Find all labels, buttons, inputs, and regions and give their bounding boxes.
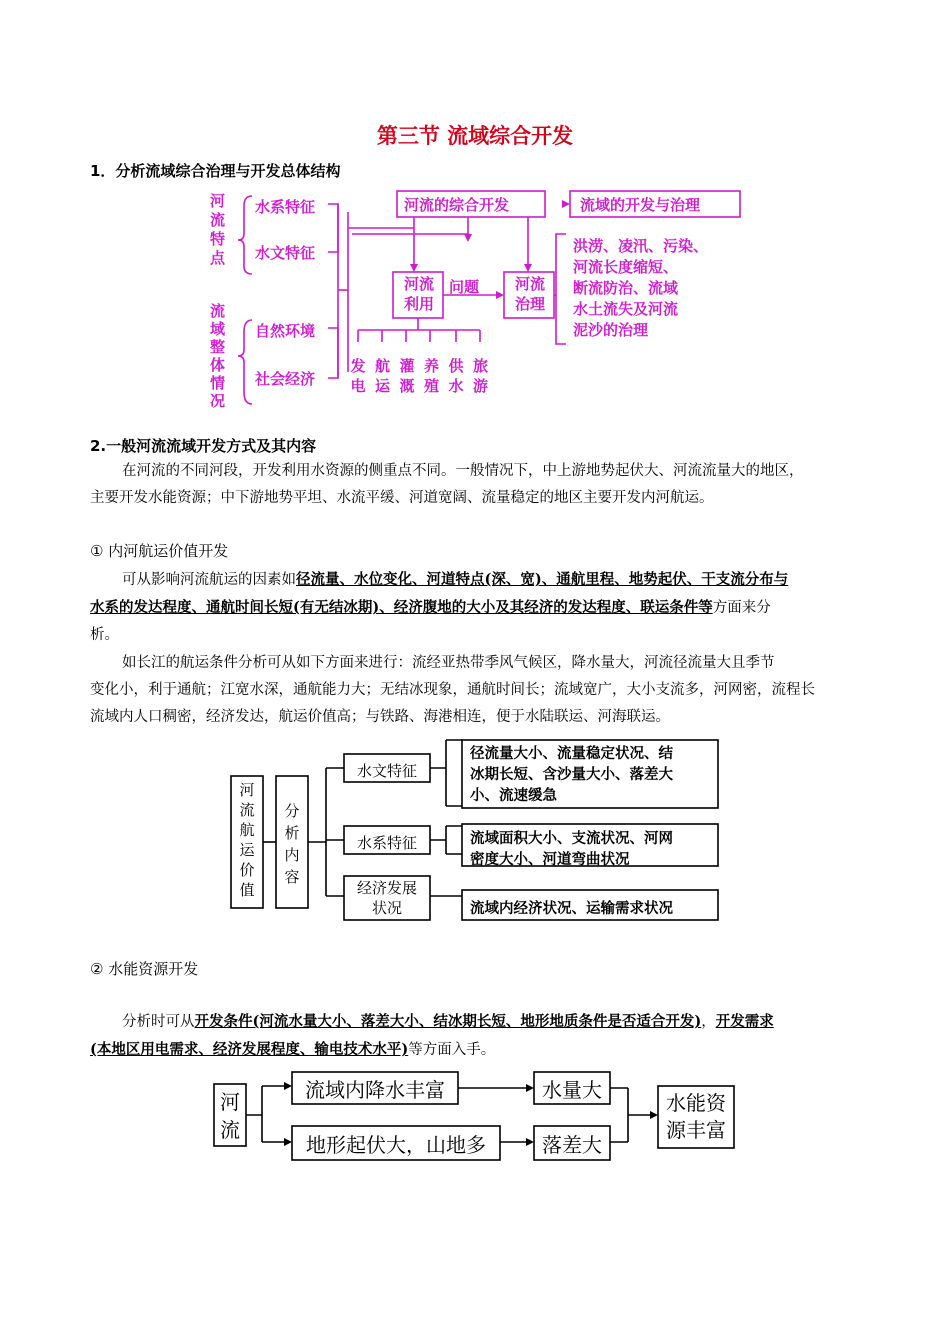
page-title: 第三节 流域综合开发 [376,124,574,148]
condition-natural: 自然环境 [255,322,316,340]
sub1-paragraph1: 可从影响河流航运的因素如径流量、水位变化、河道特点(深、宽)、通航里程、地势起伏、干支流分布与 水系的发达程度、通航时间长短(有无结冰期)、经济腹地的大小及其经济的发达程度、联运条件等方面来分 析。 [90,571,789,643]
river-use-char: 发 [350,357,366,375]
basin-situation-char: 况 [210,392,226,410]
problem-line: 泥沙的治理 [573,321,649,339]
river-use-char: 水 [448,377,464,395]
large-water-volume-box: 水量大 [542,1078,602,1102]
river-feature-char: 特 [210,230,226,248]
rugged-terrain-box: 地形起伏大，山地多 [306,1133,486,1157]
basin-situation-char: 体 [210,356,226,374]
river-use-item [348,356,368,396]
section2-paragraph: 在河流的不同河段，开发利用水资源的侧重点不同。一般情况下，中上游地势起伏大、河流流量大的地区， 主要开发水能资源；中下游地势平坦、水流平缓、河道宽阔、流量稳定的地区主要开发内河航运。 [90,463,804,506]
river-comprehensive-dev-box: 河流的综合开发 [404,196,510,214]
condition-social: 社会经济 [255,370,316,388]
problem-line: 断流防治、流域 [573,279,679,297]
economy-status-box: 经济发展 状况 [356,879,417,917]
basin-situation-char: 情 [210,374,226,392]
problem-line: 河流长度缩短、 [573,258,679,276]
problem-line: 洪涝、凌汛、污染、 [573,237,709,255]
analysis-content-char: 析 [284,824,300,842]
river-use-item [422,356,442,396]
basin-dev-governance-box: 流域的开发与治理 [580,196,701,214]
basin-situation-label [210,302,230,410]
navigation-value-root [231,780,263,900]
problem-line: 水土流失及河流 [573,300,679,318]
problem-label: 问题 [449,278,480,296]
sub1-paragraph2: 如长江的航运条件分析可从如下方面来进行：流经亚热带季风气候区，降水量大，河流径流量大且季节 变化小，利于通航；江宽水深，通航能力大；无结冰现象，通航时间长；流域宽广，大小支流多，河网密，流程长 流域内人口稠密，经济发达，航运价值高；与铁路、海港相连，便于水陆联运、河海联运。 [90,655,815,725]
river-use-char: 运 [374,377,390,395]
navigation-value-char: 运 [239,841,255,859]
rich-precipitation-box: 流域内降水丰富 [305,1078,445,1102]
hydrology-feature-box: 水文特征 [356,762,417,780]
river-use-char: 灌 [399,357,415,375]
river-use-char: 航 [374,357,390,375]
sub1-heading: ① 内河航运价值开发 [90,542,229,560]
hydrology-details: 径流量大小、流量稳定状况、结 冰期长短、含沙量大小、落差大 小、流速缓急 [470,746,673,804]
basin-situation-char: 整 [210,338,226,356]
river-use-char: 供 [448,357,464,375]
river-use-box: 河流 利用 [403,275,434,313]
rich-hydropower-box: 水能资 源丰富 [666,1091,726,1142]
river-use-item [471,356,491,396]
analysis-content-char: 分 [284,802,300,820]
river-feature-char: 点 [210,249,226,267]
river-use-char: 电 [350,377,366,395]
water-system-details: 流域面积大小、支流状况、河网 密度大小、河道弯曲状况 [470,831,673,868]
basin-situation-char: 域 [210,320,226,338]
section1-heading: 1．分析流域综合治理与开发总体结构 [90,162,341,180]
river-feature-char: 流 [210,211,226,229]
feature-hydrology: 水文特征 [255,244,316,262]
analysis-content-char: 容 [284,868,300,886]
navigation-value-char: 流 [239,801,255,819]
navigation-value-char: 航 [239,821,255,839]
river-use-item [373,356,393,396]
water-system-feature-box: 水系特征 [356,834,417,852]
river-use-char: 游 [472,377,488,395]
river-use-char: 养 [423,357,439,375]
river-use-item [397,356,417,396]
governance-problems [573,236,708,341]
river-use-char: 殖 [423,377,439,395]
river-box [214,1088,246,1144]
section2-heading: 2.一般河流流域开发方式及其内容 [90,437,317,455]
river-use-item [446,356,466,396]
river-feature-label [210,192,230,268]
economy-details: 流域内经济状况、运输需求状况 [470,901,673,917]
large-drop-box: 落差大 [542,1133,602,1157]
navigation-value-char: 河 [239,781,255,799]
navigation-value-char: 值 [239,881,255,899]
analysis-content-char: 内 [284,846,300,864]
river-char: 河 [220,1090,240,1114]
analysis-content-box [276,800,308,888]
river-use-char: 旅 [472,357,488,375]
river-char: 流 [220,1118,240,1142]
river-use-char: 溉 [399,377,415,395]
basin-situation-char: 流 [210,302,226,320]
feature-water-system: 水系特征 [255,198,316,216]
river-governance-box: 河流 治理 [514,275,545,313]
navigation-value-char: 价 [239,861,255,879]
sub2-heading: ② 水能资源开发 [90,960,199,978]
sub2-paragraph: 分析时可从开发条件(河流水量大小、落差大小、结冰期长短、地形地质条件是否适合开发)，开发需求 (本地区用电需求、经济发展程度、输电技术水平)等方面入手。 [90,1013,774,1058]
river-feature-char: 河 [210,192,226,210]
